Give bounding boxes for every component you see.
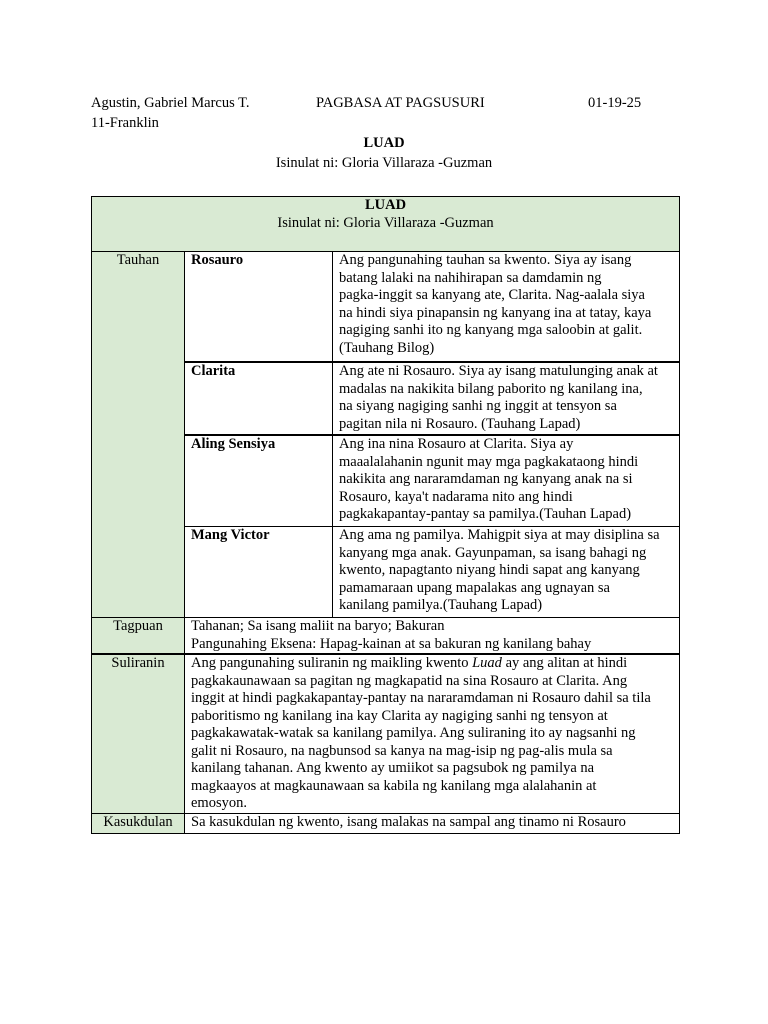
- suliranin-content: [185, 654, 680, 813]
- story-title-italic: Luad: [472, 655, 502, 671]
- story-author: Isinulat ni: Gloria Villaraza -Guzman: [275, 155, 493, 171]
- table-title-cell: [92, 197, 680, 252]
- character-description: [333, 527, 680, 618]
- table-row: [92, 654, 680, 813]
- student-name: Agustin, Gabriel Marcus T.: [91, 95, 250, 111]
- text-line: (Tauhang Bilog): [339, 339, 435, 356]
- document-date: 01-19-25: [588, 95, 642, 111]
- text-line: Tahanan; Sa isang maliit na baryo; Bakuran: [191, 618, 445, 634]
- category-suliranin: Suliranin: [92, 654, 185, 813]
- text-line: Sa kasukdulan ng kwento, isang malakas na sampal ang tinamo ni Rosauro: [191, 813, 626, 830]
- text-line: madalas na nakikita bilang paborito ng kanilang ina,: [339, 380, 643, 397]
- table-title-row: [92, 197, 680, 252]
- text-line: paboritismo ng kanilang ina kay Clarita ay nagiging sanhi ng tensyon at: [191, 707, 608, 724]
- table-row: [92, 252, 680, 363]
- text-line: pamamaraan upang mapalakas ang ugnayan sa: [339, 579, 610, 596]
- table-row: [92, 618, 680, 655]
- table-story-author: Isinulat ni: Gloria Villaraza -Guzman: [277, 214, 494, 231]
- text-line: nagiging sanhi ito ng kanyang mga saloobin at galit.: [339, 322, 643, 338]
- table-story-title: LUAD: [364, 197, 407, 213]
- text-line: pagka-inggit sa kanyang ate, Clarita. Nag-aalala siya: [339, 287, 645, 303]
- text-line: Ang pangunahing tauhan sa kwento. Siya ay isang: [339, 252, 632, 268]
- category-tauhan: Tauhan: [92, 252, 185, 618]
- character-name: Rosauro: [185, 252, 333, 363]
- character-description: [333, 252, 680, 363]
- kasukdulan-content: [185, 813, 680, 833]
- text-line: kanilang pamilya.(Tauhang Lapad): [339, 597, 543, 613]
- text-line: na hindi siya pinapansin ng kanyang ina at tatay, kaya: [339, 304, 652, 321]
- category-kasukdulan: Kasukdulan: [92, 813, 185, 833]
- text-line: pagitan nila ni Rosauro. (Tauhang Lapad): [339, 415, 581, 432]
- subject-title: PAGBASA AT PAGSUSURI: [316, 95, 485, 111]
- text-segment: Ang pangunahing suliranin ng maikling kwento: [191, 655, 473, 671]
- character-description: [333, 362, 680, 435]
- table-row: [92, 813, 680, 833]
- text-line: maaalalahanin ngunit may mga pagkakataong hindi: [339, 453, 639, 470]
- text-line: inggit at hindi pagkakapantay-pantay na nararamdaman ni Rosauro dahil sa tila: [191, 690, 651, 706]
- category-tagpuan: Tagpuan: [92, 618, 185, 655]
- text-segment: ay ang alitan at hindi: [501, 655, 628, 671]
- character-name: Clarita: [185, 362, 333, 435]
- story-analysis-table: [91, 196, 680, 834]
- text-line: batang lalaki na nahihirapan sa damdamin ng: [339, 269, 602, 286]
- text-line: kanyang mga anak. Gayunpaman, sa isang bahagi ng: [339, 544, 647, 561]
- text-line: Pangunahing Eksena: Hapag-kainan at sa bakuran ng kanilang bahay: [191, 635, 592, 652]
- character-name: Mang Victor: [185, 527, 333, 618]
- text-line: nakikita ang nararamdaman ng kanyang anak na si: [339, 471, 633, 487]
- character-name: Aling Sensiya: [185, 435, 333, 527]
- text-line: pagkakapantay-pantay sa pamilya.(Tauhan Lapad): [339, 506, 632, 522]
- text-line: galit ni Rosauro, na nagbunsod sa kanya na mag-isip ng pag-alis mula sa: [191, 742, 613, 759]
- text-line: Rosauro, kaya't nadarama nito ang hindi: [339, 488, 573, 505]
- story-title: LUAD: [363, 135, 405, 151]
- text-line: kanilang tahanan. Ang kwento ay umiikot sa pagsubok ng pamilya na: [191, 760, 595, 776]
- tagpuan-content: [185, 618, 680, 655]
- student-section: 11-Franklin: [91, 115, 159, 131]
- text-line: magkaayos at magkaunawaan sa kabila ng kanilang mga alalahanin at: [191, 777, 597, 794]
- character-description: [333, 435, 680, 527]
- text-line: pagkakaunawaan sa pagitan ng magkapatid na sina Rosauro at Clarita. Ang: [191, 672, 628, 689]
- text-line: pagkakawatak-watak sa kanilang pamilya. Ang suliraning ito ay nagsanhi ng: [191, 725, 636, 741]
- text-line: na siyang nagiging sanhi ng inggit at tensyon sa: [339, 398, 617, 414]
- text-line: kwento, napagtanto niyang hindi sapat ang kanyang: [339, 562, 640, 578]
- text-line: Ang ama ng pamilya. Mahigpit siya at may disiplina sa: [339, 527, 660, 543]
- text-line: Ang ina nina Rosauro at Clarita. Siya ay: [339, 436, 574, 452]
- text-line: Ang ate ni Rosauro. Siya ay isang matulunging anak at: [339, 363, 658, 379]
- text-line: [191, 655, 673, 673]
- text-line: emosyon.: [191, 795, 247, 811]
